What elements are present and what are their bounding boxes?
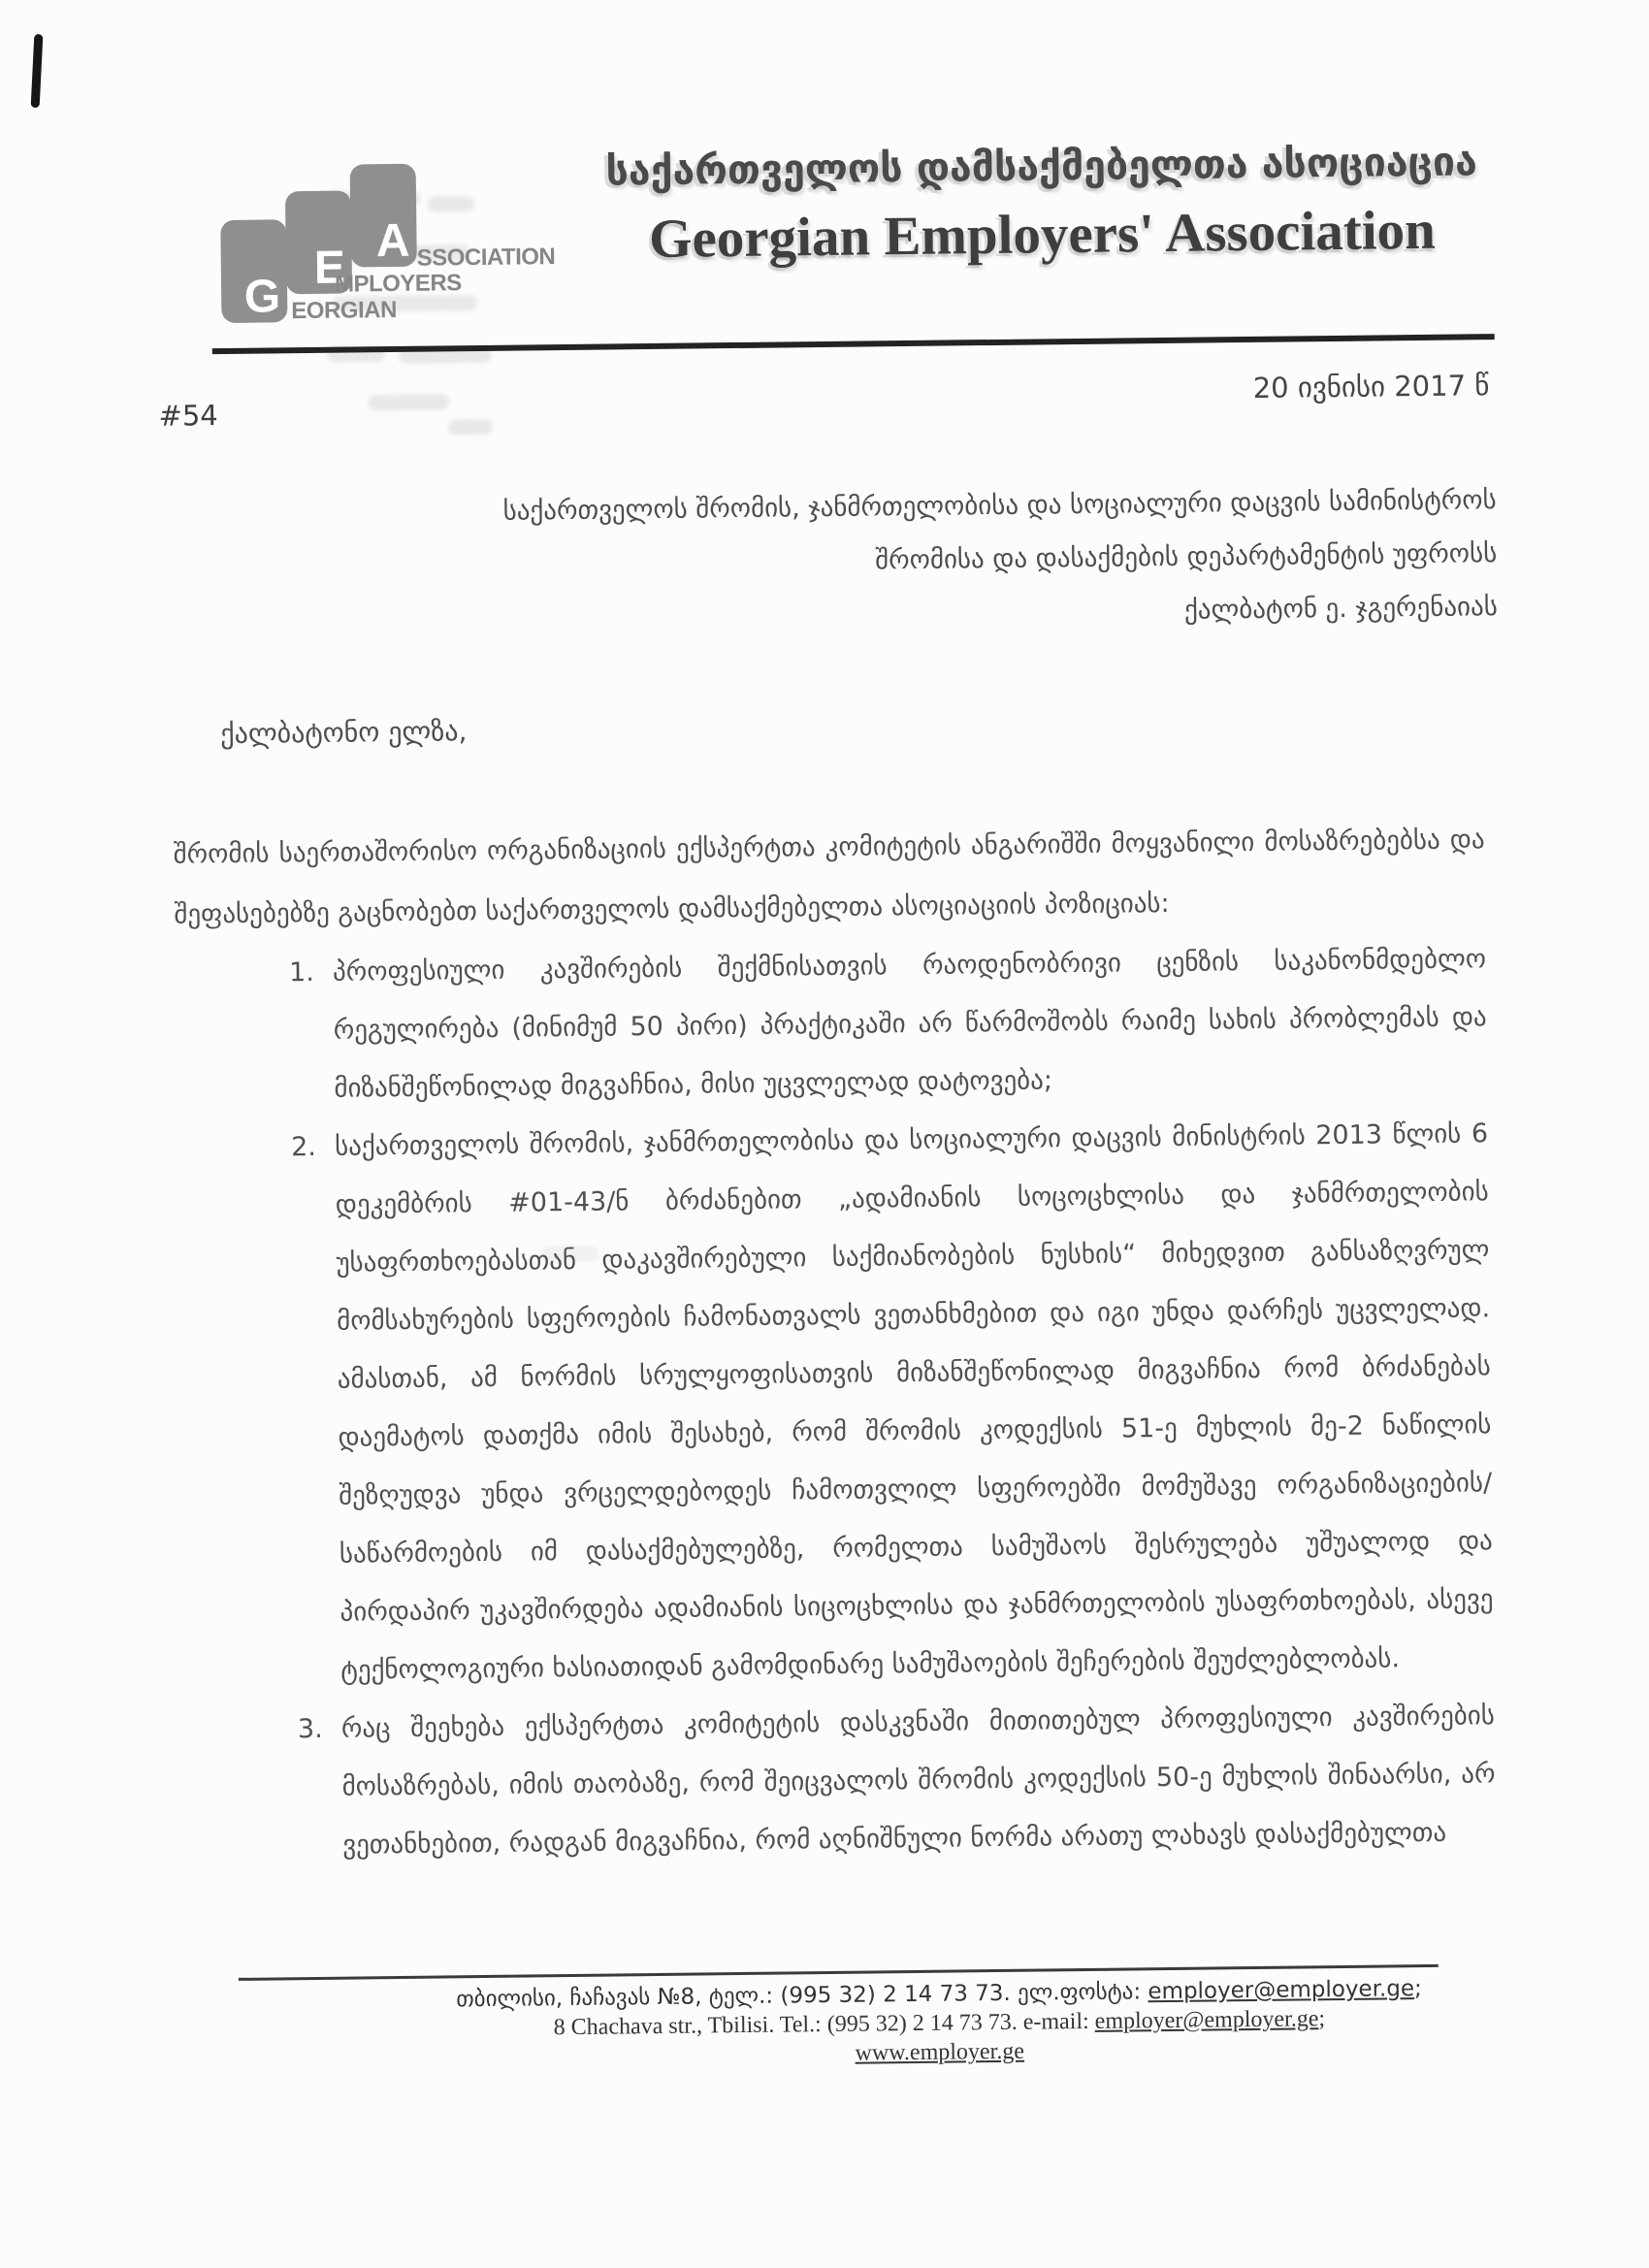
- bleed-through-artifacts: [0, 0, 1636, 10]
- logo-square-a-icon: [350, 164, 417, 268]
- list-item-3-number: 3.: [297, 1713, 323, 1745]
- intro-paragraph: შრომის საერთაშორისო ორგანიზაციის ექსპერტთა კომიტეტის ანგარიშში მოყვანილი მოსაზრებებსა და შეფასებებზე გაცნობებთ საქართველოს დამსაქმებელთა ასოციაციის პოზიციას:: [173, 825, 1485, 930]
- list-item-2: [177, 1105, 1495, 1701]
- logo-letter-g: G: [243, 271, 281, 323]
- gea-logo: [218, 161, 637, 340]
- salutation: ქალბატონო ელზა,: [220, 715, 468, 751]
- list-item-3-text: რაც შეეხება ექსპერტთა კომიტეტის დასკვნაში მითითებულ პროფესიული კავშირების მოსაზრებას, იმის თაობაზე, რომ შეიცვალოს შრომის კოდექსის 50-ე მუხლის შინაარსი, არ ვეთანხებით, რადგან მიგვაჩნია, რომ აღნიშნული ნორმა არათუ ლახავს დასაქმებულთა: [340, 1701, 1496, 1861]
- recipient-line-person: ქალბატონ ე. ჯგერენაიას: [1183, 592, 1499, 626]
- pen-mark: [31, 34, 44, 108]
- logo-letter-e: E: [313, 242, 346, 294]
- org-title-georgian: საქართველოს დამსაქმებელთა ასოციაცია: [605, 138, 1478, 195]
- logo-word-association: SSOCIATION: [416, 243, 556, 272]
- logo-word-georgian: EORGIAN: [291, 296, 397, 325]
- list-item-1: [175, 930, 1488, 1119]
- footer-block: [349, 1973, 1530, 2074]
- list-item-2-text: საქართველოს შრომის, ჯანმრთელობისა და სოციალური დაცვის მინისტრის 2013 წლის 6 დეკემბრის #01-43/ნ ბრძანებით „ადამიანის სოცოცხლისა და ჯანმრთელობის უსაფრთხოებასთან დაკავშირებული საქმიანობების ნუსხის“ მიხედვით განსაზღვრულ მომსახურების სფეროების ჩამონათვალს ვეთანხმებით და იგი უნდა დარჩეს უცვლელად. ამასთან, ამ ნორმის სრულყოფისათვის მიზანშეწონილად მიგვაჩნია რომ ბრძანებას დაემატოს დათქმა იმის შესახებ, რომ შრომის კოდექსის 51-ე მუხლის მე-2 ნაწილის შეზღუდვა უნდა ვრცელდებოდეს ჩამოთვლილ სფეროებში მომუშავე ორგანიზაციების/საწარმოების იმ დასაქმებულებზე, რომელთა სამუშაოს შესრულება უშუალოდ და პირდაპირ უკავშირდება ადამიანის სიცოცხლისა და ჯანმრთელობის უსაფრთხოებას, ასევე ტექნოლოგიური ხასიათიდან გამომდინარე სამუშაოების შეჩერების შეუძლებლობას.: [334, 1118, 1494, 1686]
- recipient-block: [283, 473, 1498, 647]
- org-title-english: Georgian Employers' Association: [648, 199, 1437, 270]
- list-item-1-text: პროფესიული კავშირების შექმნისათვის რაოდენობრივი ცენზის საკანონმდებლო რეგულირება (მინიმუმ 50 პირი) პრაქტიკაში არ წარმოშობს რაიმე სახის პრობლემას და მიზანშეწონილად მიგვაჩნია, მისი უცვლელად დატოვება;: [332, 944, 1487, 1104]
- logo-word-employers: MPLOYERS: [334, 270, 462, 298]
- recipient-line-department: შრომისა და დასაქმების დეპარტამენტის უფროსს: [875, 538, 1498, 576]
- logo-square-g-icon: [220, 219, 287, 323]
- footer-line1-suffix: ;: [1413, 1976, 1422, 2002]
- list-item-3: [183, 1687, 1497, 1876]
- list-item-2-number: 2.: [290, 1131, 317, 1163]
- footer-website: www.employer.ge: [855, 2038, 1025, 2066]
- footer-address-en: 8 Chachava str., Tbilisi. Tel.: (995 32) 2 14 73 73. e-mail:: [553, 2008, 1089, 2041]
- recipient-line-ministry: საქართველოს შრომის, ჯანმრთელობისა და სოციალური დაცვის სამინისტროს: [502, 485, 1497, 527]
- letter-date: 20 ივნისი 2017 წ: [1252, 369, 1490, 405]
- footer-address-ka: თბილისი, ჩაჩავას №8, ტელ.: (995 32) 2 14 73 73. ელ.ფოსტა:: [456, 1979, 1142, 2013]
- footer-line2-suffix: ;: [1318, 2006, 1326, 2032]
- footer-email-en: employer@employer.ge: [1094, 2006, 1319, 2034]
- footer-email-ka: employer@employer.ge: [1148, 1976, 1415, 2005]
- logo-letter-a: A: [375, 214, 410, 268]
- reference-number: #54: [158, 399, 218, 433]
- list-item-1-number: 1.: [288, 956, 315, 988]
- letter-body: [173, 810, 1496, 1876]
